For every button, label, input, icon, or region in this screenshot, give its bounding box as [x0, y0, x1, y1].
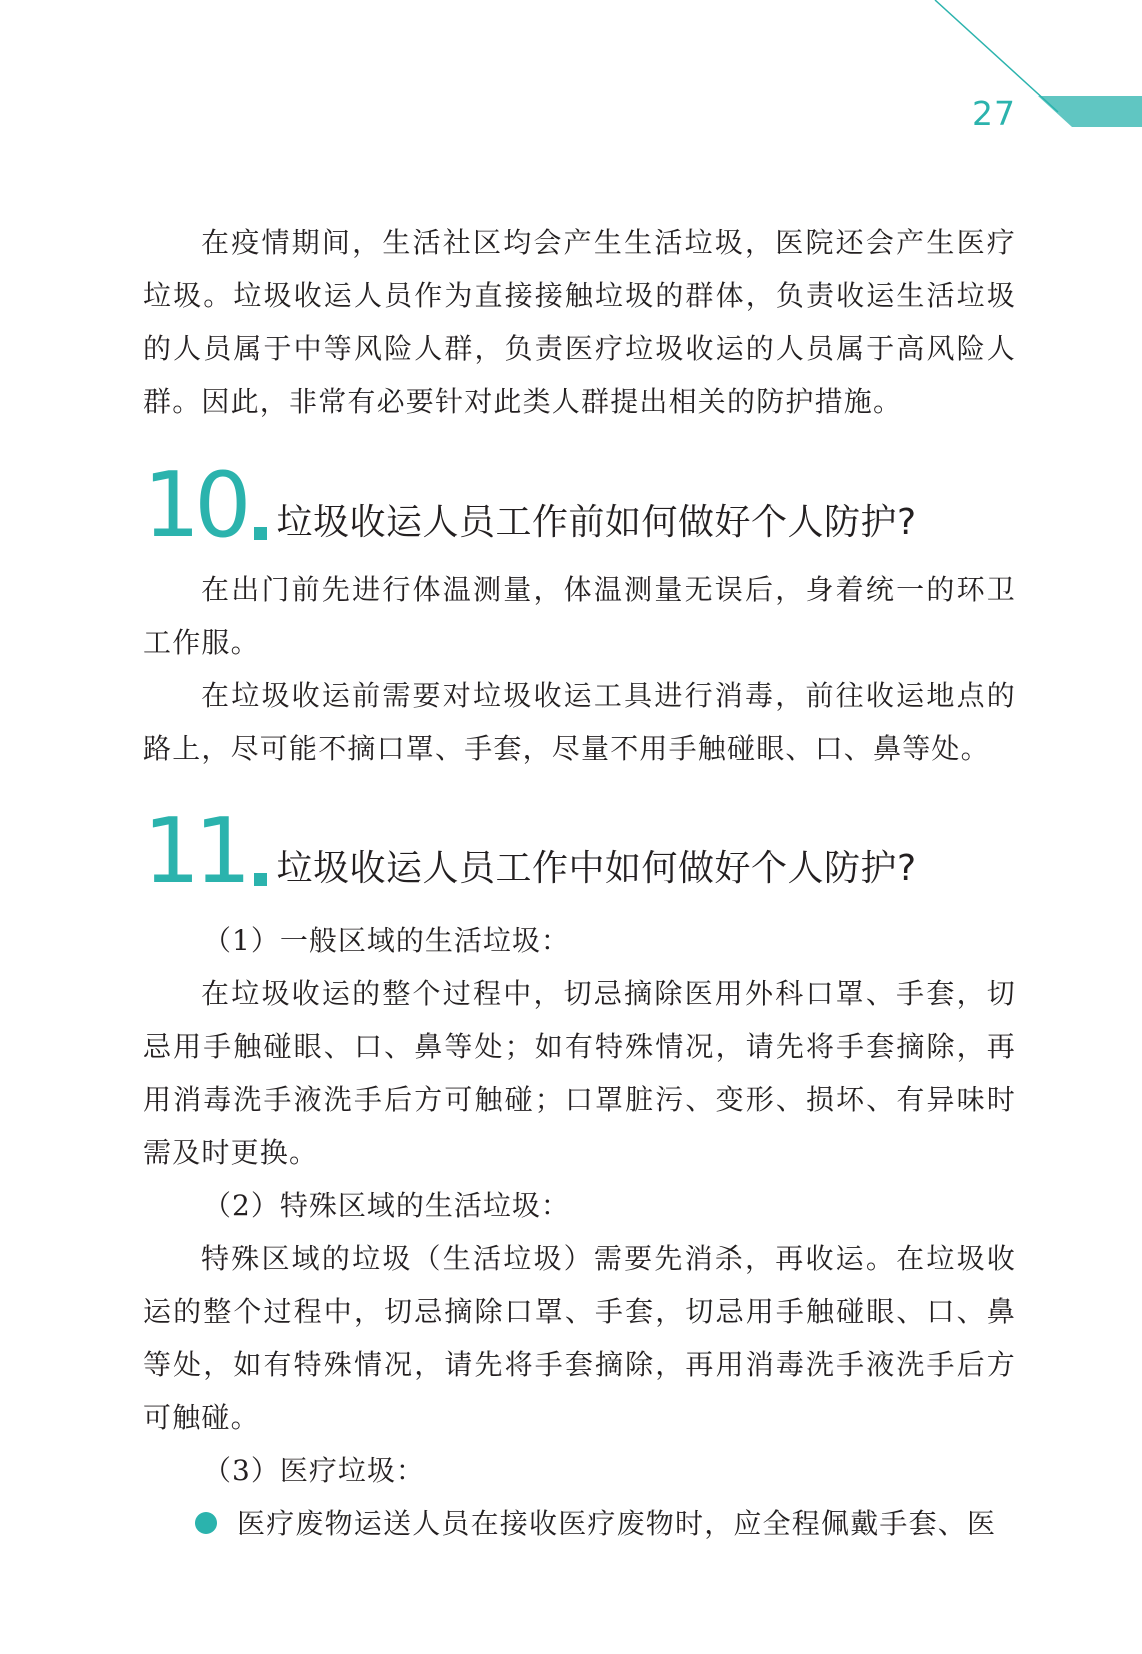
section-10-paragraph-1: 在出门前先进行体温测量，体温测量无误后，身着统一的环卫工作服。: [143, 573, 1016, 659]
bullet-item: [143, 1497, 1016, 1550]
section-10-paragraph-2: 在垃圾收运前需要对垃圾收运工具进行消毒，前往收运地点的路上，尽可能不摘口罩、手套，尽量不用手触碰眼、口、鼻等处。: [143, 679, 1016, 765]
corner-teal-band: [1038, 96, 1142, 127]
item-text-2: 特殊区域的垃圾（生活垃圾）需要先消杀，再收运。在垃圾收运的整个过程中，切忌摘除口罩、手套，切忌用手触碰眼、口、鼻等处，如有特殊情况，请先将手套摘除，再用消毒洗手液洗手后方可触碰。: [143, 1242, 1016, 1434]
section-number-dot: [254, 873, 267, 886]
bullet-dot-icon: [195, 1512, 217, 1534]
section-number: 10: [143, 453, 246, 558]
corner-decoration: [0, 0, 1142, 140]
item-label-2: （2）特殊区域的生活垃圾：: [203, 1189, 570, 1222]
section-11-body: [143, 914, 1016, 1550]
section-10-body: [143, 563, 1016, 775]
intro-block: [143, 216, 1016, 428]
page-number: 27: [972, 94, 1016, 133]
item-text-1: 在垃圾收运的整个过程中，切忌摘除医用外科口罩、手套，切忌用手触碰眼、口、鼻等处；如有特殊情况，请先将手套摘除，再用消毒洗手液洗手后方可触碰；口罩脏污、变形、损坏、有异味时需及时更换。: [143, 977, 1016, 1169]
bullet-text: 医疗废物运送人员在接收医疗废物时，应全程佩戴手套、医: [237, 1507, 997, 1540]
item-label-3: （3）医疗垃圾：: [203, 1454, 425, 1487]
section-title: 垃圾收运人员工作中如何做好个人防护?: [276, 848, 917, 889]
section-title: 垃圾收运人员工作前如何做好个人防护?: [276, 502, 917, 543]
intro-paragraph: 在疫情期间，生活社区均会产生生活垃圾，医院还会产生医疗垃圾。垃圾收运人员作为直接接触垃圾的群体，负责收运生活垃圾的人员属于中等风险人群，负责医疗垃圾收运的人员属于高风险人群。因此，非常有必要针对此类人群提出相关的防护措施。: [143, 226, 1016, 418]
section-number: 11: [143, 799, 246, 904]
section-heading-11: [143, 799, 1043, 904]
item-label-1: （1）一般区域的生活垃圾：: [203, 924, 570, 957]
section-heading-10: [143, 453, 1043, 558]
section-number-dot: [254, 527, 267, 540]
